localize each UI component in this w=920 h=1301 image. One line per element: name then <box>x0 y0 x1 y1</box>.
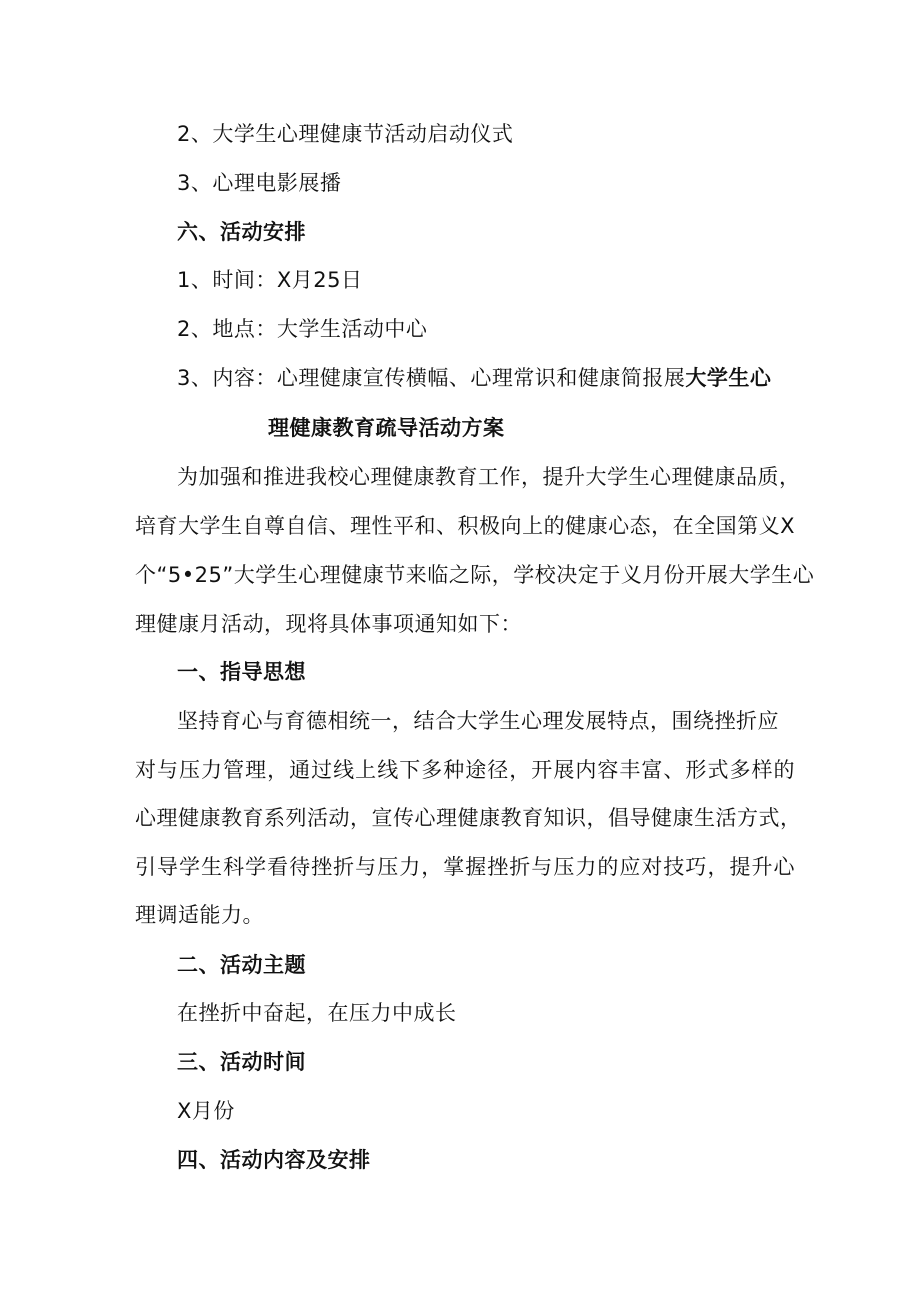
ideology-line-2: 对与压力管理，通过线上线下多种途径，开展内容丰富、形式多样的 <box>135 758 795 782</box>
section-heading-guiding-ideology: 一、指导思想 <box>177 660 306 684</box>
section-heading-arrangement: 六、活动安排 <box>177 220 306 244</box>
doc-title-part2: 理健康教育疏导活动方案 <box>268 416 505 440</box>
list-item-opening-ceremony: 2、大学生心理健康节活动启动仪式 <box>177 122 514 146</box>
section-heading-theme: 二、活动主题 <box>177 953 306 977</box>
arrangement-place: 2、地点：大学生活动中心 <box>177 317 428 341</box>
intro-line-1: 为加强和推进我校心理健康教育工作，提升大学生心理健康品质， <box>177 465 801 489</box>
intro-line-4: 理健康月活动，现将具体事项通知如下： <box>135 612 522 636</box>
section-heading-content-arrangement: 四、活动内容及安排 <box>177 1148 371 1172</box>
list-item-movie-screening: 3、心理电影展播 <box>177 171 342 195</box>
arrangement-content <box>177 363 771 393</box>
ideology-line-3: 心理健康教育系列活动，宣传心理健康教育知识，倡导健康生活方式， <box>135 806 802 830</box>
section-heading-time: 三、活动时间 <box>177 1050 306 1074</box>
time-text: X月份 <box>177 1099 235 1123</box>
theme-text: 在挫折中奋起，在压力中成长 <box>177 1001 457 1025</box>
ideology-line-5: 理调适能力。 <box>135 903 264 927</box>
ideology-line-4: 引导学生科学看待挫折与压力，掌握挫折与压力的应对技巧，提升心 <box>135 855 795 879</box>
intro-line-2: 培育大学生自尊自信、理性平和、积极向上的健康心态，在全国第义X <box>135 514 795 538</box>
doc-title-part1: 大学生心 <box>685 366 772 390</box>
intro-line-3: 个“5•25”大学生心理健康节来临之际，学校决定于义月份开展大学生心 <box>135 563 815 587</box>
arrangement-content-text: 3、内容：心理健康宣传横幅、心理常识和健康简报展 <box>177 366 686 390</box>
ideology-line-1: 坚持育心与育德相统一，结合大学生心理发展特点，围绕挫折应 <box>177 709 779 733</box>
arrangement-time: 1、时间：X月25日 <box>177 268 363 292</box>
